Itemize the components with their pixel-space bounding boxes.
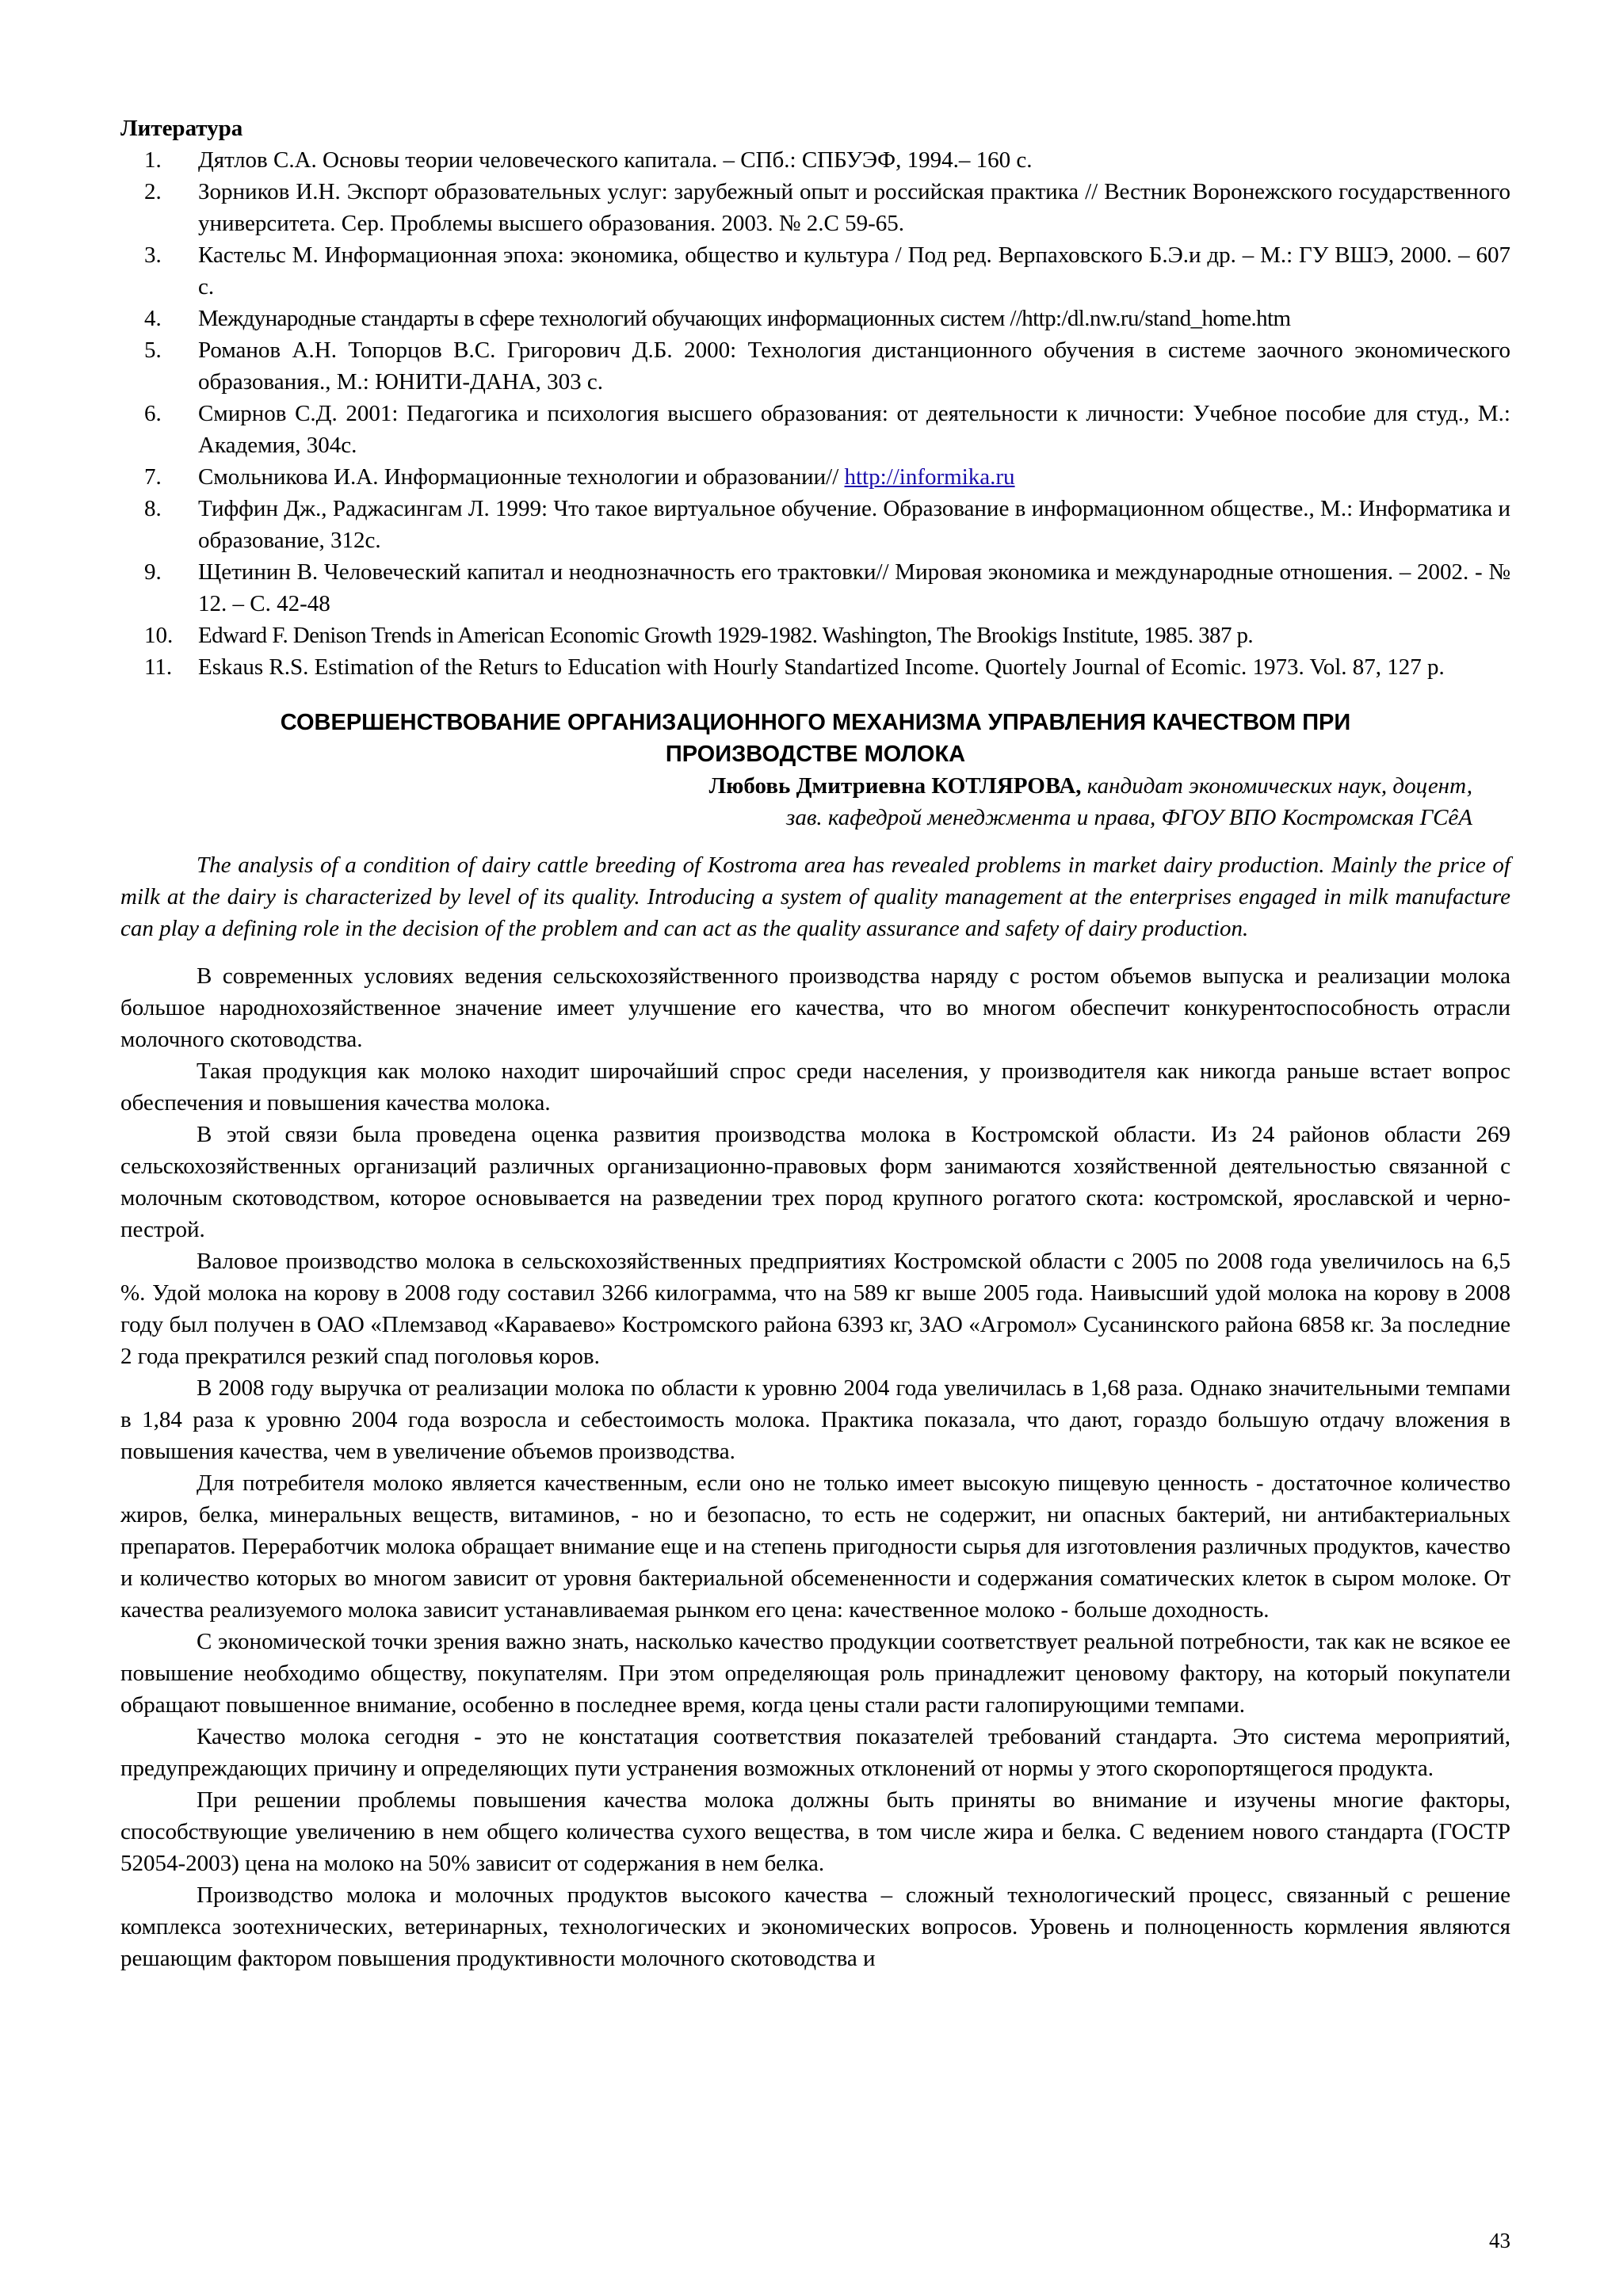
reference-item (120, 303, 1510, 334)
reference-text: Зорников И.Н. Экспорт образовательных услуг: зарубежный опыт и российская практика // Вестник Воронежского государственного университета. Сер. Проблемы высшего образования. 2003. № 2.С 59-65. (198, 179, 1510, 236)
reference-text: Кастельс М. Информационная эпоха: экономика, общество и культура / Под ред. Верпаховского Б.Э.и др. – М.: ГУ ВШЭ, 2000. – 607 с. (198, 242, 1510, 299)
reference-item (120, 239, 1510, 303)
reference-text: Тиффин Дж., Раджасингам Л. 1999: Что такое виртуальное обучение. Образование в информационном обществе., М.: Информатика и образование, 312с. (198, 496, 1510, 553)
author-block (120, 770, 1510, 833)
reference-text: Смирнов С.Д. 2001: Педагогика и психология высшего образования: от деятельности к личности: Учебное пособие для студ., М.: Академия, 304с. (198, 401, 1510, 458)
reference-text: Щетинин В. Человеческий капитал и неоднозначность его трактовки// Мировая экономика и международные отношения. – 2002. - № 12. – С. 42-48 (198, 559, 1510, 616)
reference-number: 9. (144, 559, 162, 585)
reference-number: 6. (144, 401, 162, 426)
author-affiliation: зав. кафедрой менеджмента и права, ФГОУ ВПО Костромская ГСêА (786, 805, 1472, 830)
body-paragraph: В 2008 году выручка от реализации молока по области к уровню 2004 года увеличилась в 1,68 раза. Однако значительными темпами в 1,84 раза к уровню 2004 года возросла и себестоимость молока. Практика показала, что дают, гораздо большую отдачу вложения в повышения качества, чем в увеличение объемов производства. (120, 1375, 1510, 1464)
body-paragraph: Производство молока и молочных продуктов высокого качества – сложный технологический процесс, связанный с решение комплекса зоотехнических, ветеринарных, технологических и экономических вопросов. Уровень и полноценность кормления являются решающим фактором повышения продуктивности молочного скотоводства и (120, 1882, 1510, 1971)
body-paragraph: Такая продукция как молоко находит широчайший спрос среди населения, у производителя как никогда раньше встает вопрос обеспечения и повышения качества молока. (120, 1058, 1510, 1116)
author-name: Любовь Дмитриевна КОТЛЯРОВА, (708, 773, 1082, 799)
author-degree: кандидат экономических наук, доцент, (1081, 773, 1472, 799)
body-paragraph: Качество молока сегодня - это не констатация соответствия показателей требований стандарта. Это система мероприятий, предупреждающих причину и определяющих пути устранения возможных отклонений от нормы у этого скоропортящегося продукта. (120, 1724, 1510, 1781)
reference-text: Романов А.Н. Топорцов В.С. Григорович Д.Б. 2000: Технология дистанционного обучения в системе заочного экономического образования., М.: ЮНИТИ-ДАНА, 303 с. (198, 338, 1510, 395)
reference-text: Смольникова И.А. Информационные технологии и образовании// (198, 464, 845, 490)
body-paragraph: В современных условиях ведения сельскохозяйственного производства наряду с ростом объемов выпуска и реализации молока большое народнохозяйственное значение имеет улучшение его качества, что во многом обеспечит конкурентоспособность отрасли молочного скотоводства. (120, 963, 1510, 1052)
body-paragraph: Валовое производство молока в сельскохозяйственных предприятиях Костромской области с 2005 по 2008 года увеличилось на 6,5 %. Удой молока на корову в 2008 году составил 3266 килограмма, что на 589 кг выше 2005 года. Наивысший удой молока на корову в 2008 году был получен в ОАО «Племзавод «Караваево» Костромского района 6393 кг, ЗАО «Агромол» Сусанинского района 6858 кг. За последние 2 года прекратился резкий спад поголовья коров. (120, 1249, 1510, 1369)
reference-number: 5. (144, 338, 162, 363)
author-line (120, 770, 1472, 802)
article-title (120, 707, 1510, 770)
page-content (120, 113, 1510, 1974)
reference-item (120, 144, 1510, 176)
article-title-line: СОВЕРШЕНСТВОВАНИЕ ОРГАНИЗАЦИОННОГО МЕХАНИЗМА УПРАВЛЕНИЯ КАЧЕСТВОМ ПРИ (280, 710, 1351, 735)
reference-number: 10. (144, 623, 174, 648)
reference-number: 3. (144, 242, 162, 268)
reference-item (120, 493, 1510, 556)
reference-number: 8. (144, 496, 162, 521)
reference-number: 7. (144, 464, 162, 490)
body-paragraph: Для потребителя молоко является качественным, если оно не только имеет высокую пищевую ценность - достаточное количество жиров, белка, минеральных веществ, витаминов, - но и безопасно, то есть не содержит, ни опасных бактерий, ни антибактериальных препаратов. Переработчик молока обращает внимание еще и на степень пригодности сырья для изготовления различных продуктов, качество и количество которых во многом зависит от уровня бактериальной обсемененности и содержания соматических клеток в сыром молоке. От качества реализуемого молока зависит устанавливаемая рынком его цена: качественное молоко - больше доходность. (120, 1470, 1510, 1623)
reference-item (120, 398, 1510, 461)
reference-item (120, 176, 1510, 239)
reference-text: Международные стандарты в сфере технологий обучающих информационных систем //http:/dl.nw.ru/stand_home.htm (198, 306, 1291, 331)
abstract: The analysis of a condition of dairy cattle breeding of Kostroma area has revealed problems in market dairy production. Mainly the price of milk at the dairy is characterized by level of its quality. Introducing a system of quality management at the enterprises engaged in milk manufacture can play a defining role in the decision of the problem and can act as the quality assurance and safety of dairy production. (120, 852, 1510, 941)
reference-text: Eskaus R.S. Estimation of the Returs to Education with Hourly Standartized Income. Quortely Journal of Ecomic. 1973. Vol. 87, 127 p. (198, 654, 1445, 680)
body-paragraph: При решении проблемы повышения качества молока должны быть приняты во внимание и изучены многие факторы, способствующие увеличению в нем общего количества сухого вещества, в том числе жира и белка. С ведением нового стандарта (ГОСТР 52054-2003) цена на молоко на 50% зависит от содержания в нем белка. (120, 1787, 1510, 1876)
body-paragraph: В этой связи была проведена оценка развития производства молока в Костромской области. Из 24 районов области 269 сельскохозяйственных организаций различных организационно-правовых форм занимаются хозяйственной деятельностью связанной с молочным скотоводством, которое основывается на разведении трех пород крупного рогатого скота: костромской, ярославской и черно-пестрой. (120, 1122, 1510, 1242)
page-number: 43 (1489, 2229, 1510, 2252)
reference-item (120, 461, 1510, 493)
reference-link[interactable]: http://informika.ru (844, 464, 1015, 490)
article-title-line: ПРОИЗВОДСТВЕ МОЛОКА (665, 742, 966, 767)
body-paragraph: С экономической точки зрения важно знать, насколько качество продукции соответствует реальной потребности, так как не всякое ее повышение необходимо обществу, покупателям. При этом определяющая роль принадлежит ценовому фактору, на который покупатели обращают повышенное внимание, особенно в последнее время, когда цены стали расти галопирующими темпами. (120, 1629, 1510, 1718)
reference-number: 1. (144, 147, 162, 173)
references-heading: Литература (120, 116, 243, 141)
reference-item (120, 556, 1510, 620)
reference-number: 2. (144, 179, 162, 204)
reference-item (120, 651, 1510, 683)
reference-number: 4. (144, 306, 162, 331)
article-body (120, 960, 1510, 1974)
reference-item (120, 620, 1510, 651)
references-list (120, 144, 1510, 683)
reference-text: Edward F. Denison Trends in American Economic Growth 1929-1982. Washington, The Brookigs Institute, 1985. 387 p. (198, 623, 1254, 648)
reference-number: 11. (144, 654, 173, 680)
reference-item (120, 334, 1510, 398)
reference-text: Дятлов С.А. Основы теории человеческого капитала. – СПб.: СПБУЭФ, 1994.– 160 с. (198, 147, 1033, 173)
